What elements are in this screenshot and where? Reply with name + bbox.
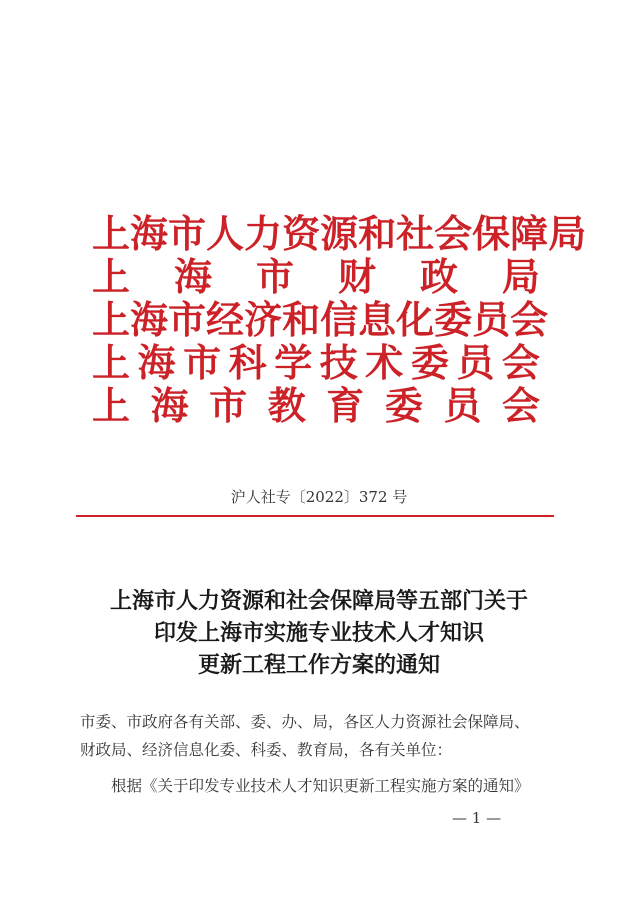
issuer-char: 市 [183,340,222,385]
issuer-char: 保 [472,211,511,256]
issuer-char: 海 [130,211,169,256]
paragraph-first-line: 根据《关于印发专业技术人才知识更新工程实施方案的通知》 [111,777,530,795]
issuer-char: 员 [443,383,482,428]
issuer-char: 教 [267,383,306,428]
issuer-char: 会 [501,383,540,428]
issuer-char: 障 [510,211,549,256]
issuer-char: 海 [130,297,169,342]
issuer-char: 委 [434,297,473,342]
issuer-char: 市 [255,254,294,299]
issuer-char: 科 [228,340,267,385]
issuer-char: 委 [410,340,449,385]
issuer-char: 政 [419,254,458,299]
document-number: 沪人社专〔2022〕372 号 [230,488,408,506]
issuer-char: 海 [137,340,176,385]
issuer-char: 会 [434,211,473,256]
addressee-line-1: 市委、市政府各有关部、委、办、局，各区人力资源社会保障局、 [80,713,530,731]
title-line-3: 更新工程工作方案的通知 [197,652,440,678]
issuer-char: 上 [92,383,131,428]
issuer-char: 社 [396,211,435,256]
issuer-char: 局 [501,254,540,299]
issuer-char: 员 [456,340,495,385]
issuer-char: 局 [548,211,587,256]
issuer-char: 财 [337,254,376,299]
issuer-char: 信 [320,297,359,342]
issuer-finance-bureau [92,255,540,298]
page-number: — 1 — [452,809,502,827]
title-line-2: 印发上海市实施专业技术人才知识 [153,620,484,646]
issuing-authorities-header [92,211,587,428]
issuer-char: 海 [173,254,212,299]
issuer-char: 资 [282,211,321,256]
issuer-char: 技 [319,340,358,385]
issuer-hrss-bureau [92,211,587,256]
issuer-char: 力 [244,211,283,256]
issuer-char: 会 [510,297,549,342]
body-paragraph [80,772,591,800]
issuer-char: 人 [206,211,245,256]
issuer-char: 上 [92,340,131,385]
issuer-char: 上 [92,211,131,256]
issuer-char: 和 [282,297,321,342]
issuer-char: 术 [365,340,404,385]
issuer-char: 会 [501,340,540,385]
issuer-char: 委 [384,383,423,428]
issuer-economy-it-commission [92,297,549,342]
issuer-char: 市 [168,297,207,342]
issuer-char: 市 [168,211,207,256]
issuer-char: 息 [358,297,397,342]
issuer-char: 上 [92,297,131,342]
issuer-char: 和 [358,211,397,256]
issuer-char: 市 [209,383,248,428]
issuer-char: 化 [396,297,435,342]
issuer-char: 员 [472,297,511,342]
issuer-char: 学 [274,340,313,385]
issuer-char: 上 [92,254,131,299]
issuer-science-tech-commission [92,341,540,384]
document-title [0,585,638,681]
title-line-1: 上海市人力资源和社会保障局等五部门关于 [109,588,528,614]
addressee-block [80,708,560,764]
issuer-char: 源 [320,211,359,256]
issuer-char: 育 [326,383,365,428]
addressee-line-2: 财政局、经济信息化委、科委、教育局，各有关单位： [80,741,453,759]
issuer-char: 海 [150,383,189,428]
issuer-char: 经 [206,297,245,342]
issuer-char: 济 [244,297,283,342]
red-divider-line [76,515,554,517]
issuer-education-commission [92,384,540,427]
